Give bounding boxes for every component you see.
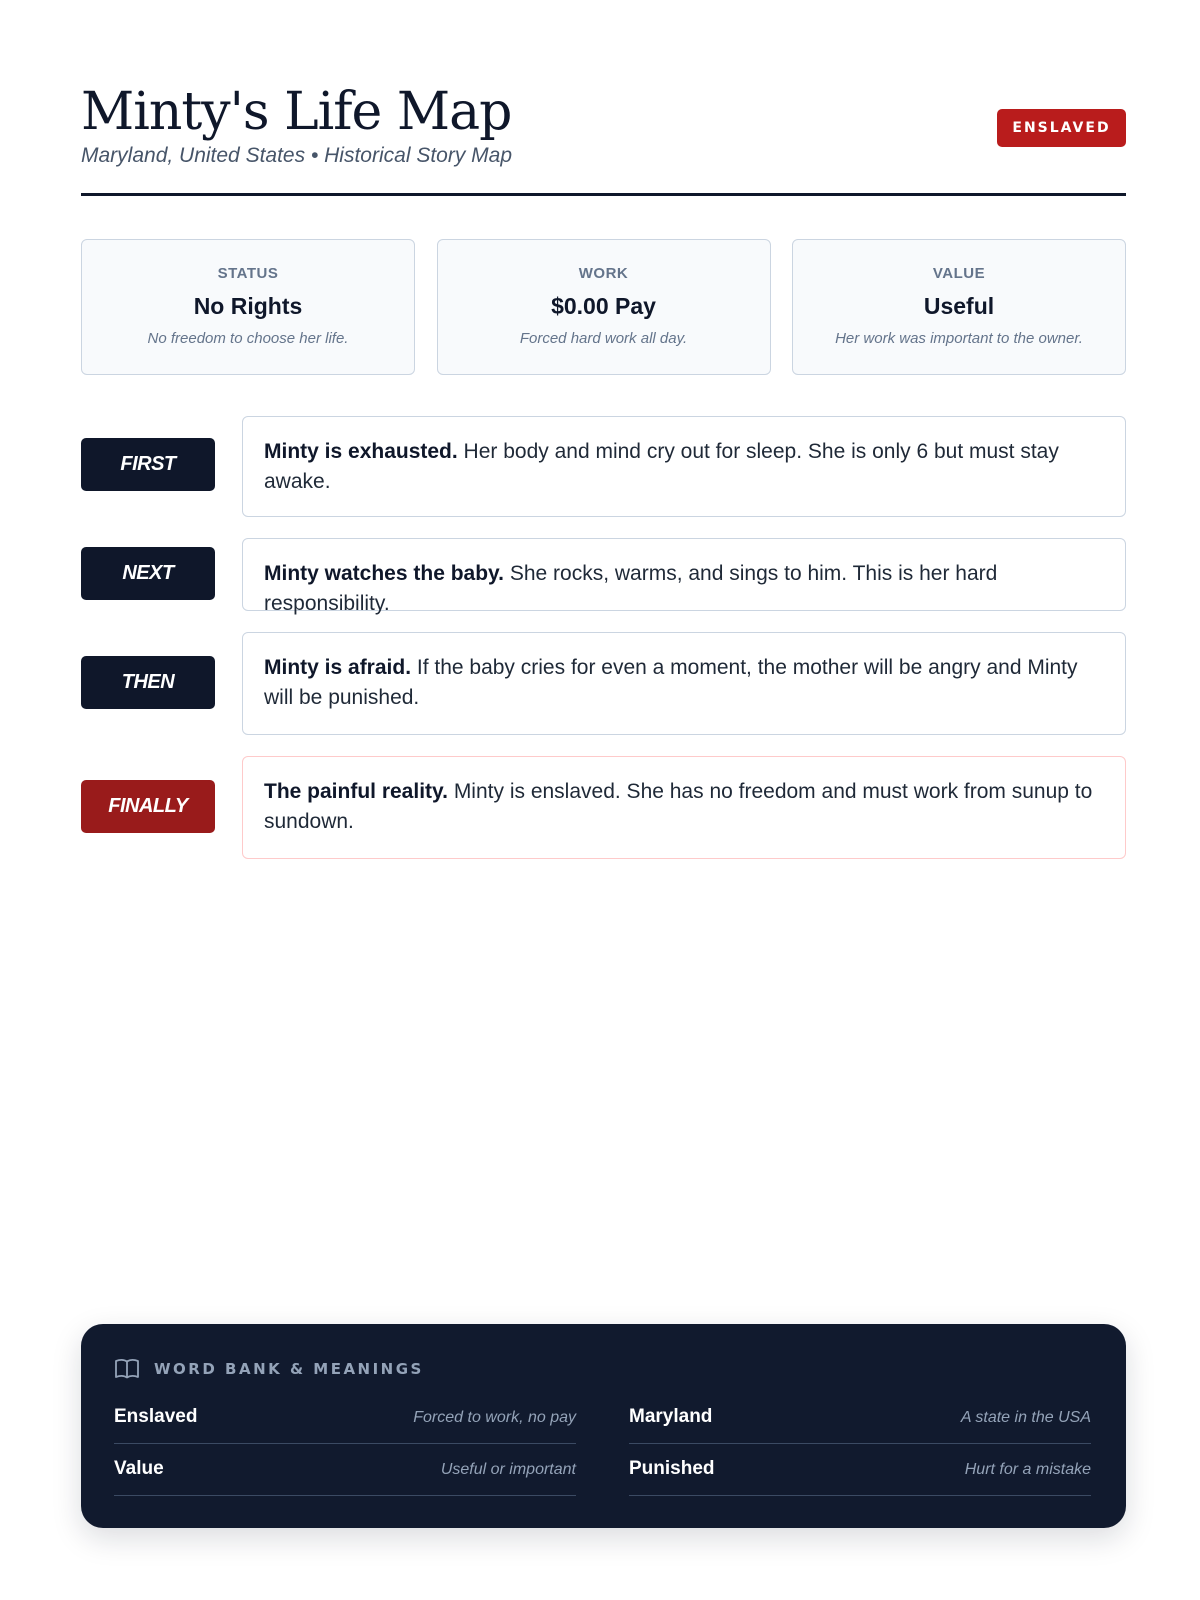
- word-bank-item: [114, 1444, 576, 1496]
- step-bold: Minty watches the baby.: [264, 562, 504, 585]
- word-bank-header: [114, 1357, 1093, 1381]
- card-note: Her work was important to the owner.: [835, 330, 1083, 347]
- step-bold: Minty is exhausted.: [264, 440, 458, 463]
- word-definition: Forced to work, no pay: [413, 1409, 576, 1426]
- word-term: Maryland: [629, 1406, 713, 1427]
- card-value: Useful: [923, 293, 995, 319]
- step-body: Minty is enslaved. She has no freedom and must work from sunup to sundown.: [264, 780, 1093, 833]
- word-bank: [81, 1324, 1126, 1528]
- value-card: [792, 239, 1126, 375]
- page-title: Minty's Life Map: [81, 82, 512, 142]
- step-tag: NEXT: [81, 547, 215, 600]
- step-text: [242, 756, 1126, 859]
- card-label: VALUE: [932, 265, 986, 282]
- step-text: [242, 538, 1126, 615]
- step-body: She rocks, warms, and sings to him. This is her hard responsibility.: [264, 562, 998, 615]
- card-note: Forced hard work all day.: [519, 330, 688, 347]
- step-body: Her body and mind cry out for sleep. She is only 6 but must stay awake.: [264, 440, 1059, 493]
- book-icon: [114, 1357, 140, 1381]
- word-bank-item: [629, 1444, 1091, 1496]
- step-body: If the baby cries for even a moment, the mother will be angry and Minty will be punished.: [264, 656, 1078, 709]
- status-badge: ENSLAVED: [997, 109, 1126, 147]
- step-bold: The painful reality.: [264, 780, 448, 803]
- word-bank-title: WORD BANK & MEANINGS: [154, 1360, 424, 1378]
- step-text: [242, 416, 1126, 517]
- word-bank-item: [629, 1392, 1091, 1444]
- word-definition: Hurt for a mistake: [964, 1461, 1091, 1478]
- card-label: WORK: [578, 265, 629, 282]
- step-tag: THEN: [81, 656, 215, 709]
- word-bank-list: [114, 1392, 1093, 1496]
- word-term: Enslaved: [114, 1406, 198, 1427]
- word-term: Value: [114, 1458, 164, 1479]
- summary-cards: [81, 239, 1126, 375]
- step-tag: FIRST: [81, 438, 215, 491]
- step-tag: FINALLY: [81, 780, 215, 833]
- word-bank-item: [114, 1392, 576, 1444]
- card-label: STATUS: [217, 265, 279, 282]
- page-subtitle: Maryland, United States • Historical Story Map: [81, 144, 513, 167]
- status-card: [81, 239, 415, 375]
- card-value: $0.00 Pay: [551, 293, 656, 319]
- page-header: [81, 80, 1126, 196]
- step-bold: Minty is afraid.: [264, 656, 412, 679]
- word-definition: Useful or important: [440, 1461, 576, 1478]
- word-definition: A state in the USA: [960, 1409, 1091, 1426]
- card-note: No freedom to choose her life.: [147, 330, 349, 347]
- work-card: [437, 239, 771, 375]
- step-text: [242, 632, 1126, 735]
- word-term: Punished: [629, 1458, 715, 1479]
- card-value: No Rights: [193, 293, 303, 319]
